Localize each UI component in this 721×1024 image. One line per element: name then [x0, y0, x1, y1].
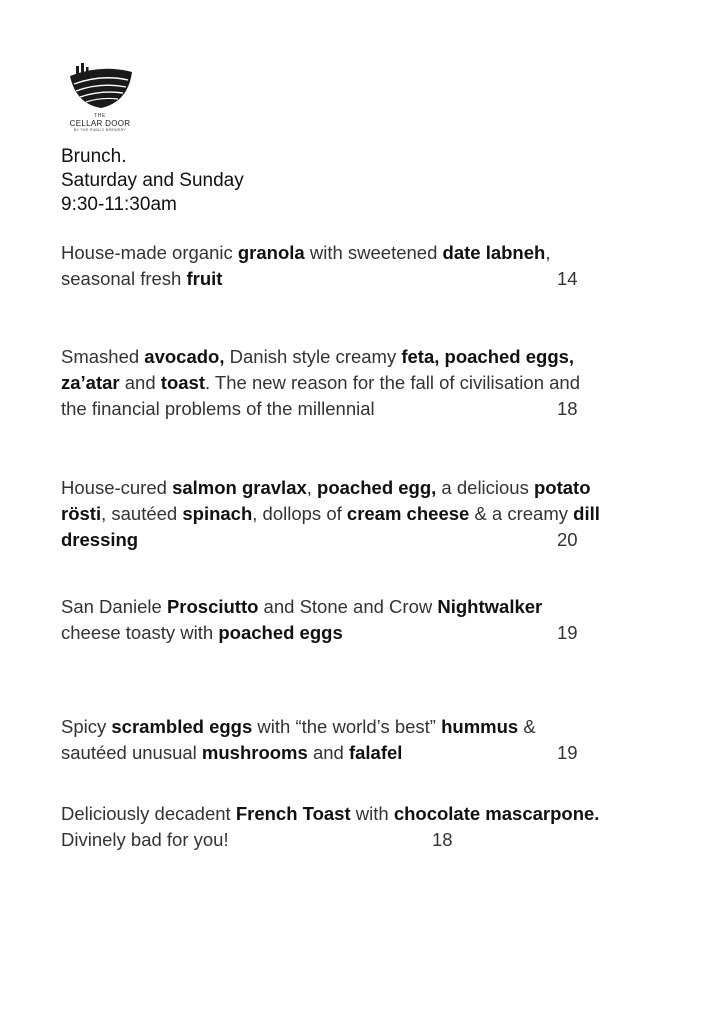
item-price: 19: [557, 622, 578, 643]
item-line: Divinely bad for you! 18: [61, 827, 681, 853]
item-line: rösti, sautéed spinach, dollops of cream cheese & a creamy dill: [61, 503, 600, 524]
item-line: House-made organic granola with sweetened date labneh,: [61, 242, 551, 263]
item-line: San Daniele Prosciutto and Stone and Crow Nightwalker: [61, 596, 543, 617]
item-line: seasonal fresh fruit 14: [61, 266, 681, 292]
menu-item-prosciutto: [61, 594, 681, 646]
item-line: the financial problems of the millennial 18: [61, 396, 681, 422]
logo-subtitle: BY THE PUBLIC BREWERY: [73, 128, 127, 132]
menu-hours: 9:30-11:30am: [61, 194, 177, 215]
menu-item-scrambled-eggs: [61, 714, 681, 766]
item-line: Smashed avocado, Danish style creamy feta, poached eggs,: [61, 346, 575, 367]
item-line: cheese toasty with poached eggs 19: [61, 620, 681, 646]
menu-item-granola: [61, 240, 681, 292]
vineyard-logo-icon: [68, 62, 134, 112]
menu-header: [61, 145, 244, 217]
item-price: 18: [557, 398, 578, 419]
item-price: 19: [557, 742, 578, 763]
item-price: 20: [557, 529, 578, 550]
logo-the: THE: [94, 113, 106, 119]
menu-item-avocado: [61, 344, 681, 422]
menu-days: Saturday and Sunday: [61, 170, 244, 191]
item-line: dressing 20: [61, 527, 681, 553]
logo-name: CELLAR DOOR: [69, 119, 131, 128]
menu-title: Brunch.: [61, 146, 127, 167]
item-line: sautéed unusual mushrooms and falafel 19: [61, 740, 681, 766]
item-line: Deliciously decadent French Toast with chocolate mascarpone.: [61, 803, 600, 824]
item-line: za’atar and toast. The new reason for the fall of civilisation and: [61, 372, 580, 393]
brand-logo: [64, 62, 140, 132]
menu-item-salmon: [61, 475, 681, 553]
item-price: 14: [557, 268, 578, 289]
menu-item-french-toast: [61, 801, 681, 853]
item-line: Spicy scrambled eggs with “the world’s best” hummus &: [61, 716, 536, 737]
item-price: 18: [432, 829, 453, 850]
item-line: House-cured salmon gravlax, poached egg, a delicious potato: [61, 477, 591, 498]
